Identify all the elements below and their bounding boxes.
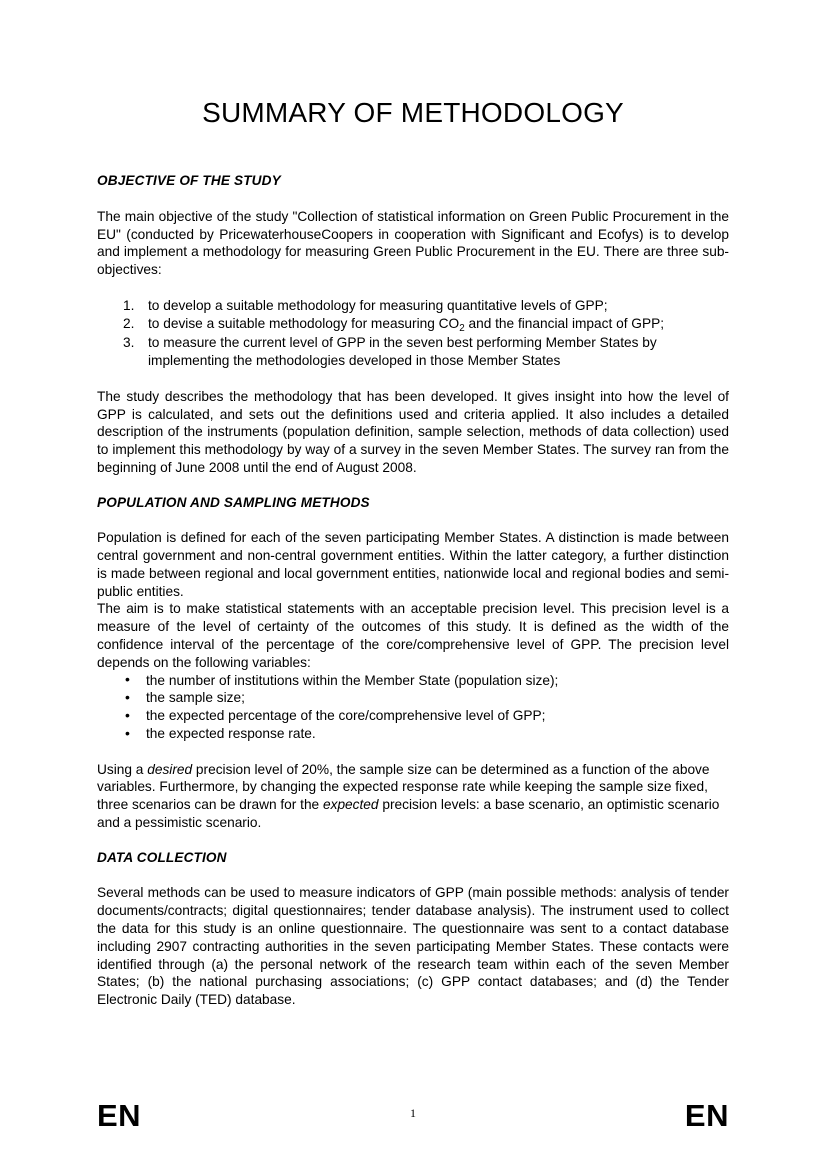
objective-intro-paragraph: The main objective of the study "Collection of statistical information on Green Public Procurement in the EU" (conducted by PricewaterhouseCoopers in cooperation with Significant and Ecofys) is to develop and implement a methodology for measuring Green Public Procurement in the EU. There are three sub-objectives: [97,208,729,278]
list-item [97,297,729,315]
spacer [97,867,729,885]
precision-text-part-2: precision level of 20%, the sample size can be determined as a function of the above variables. Furthermore, by changing the expected response rate while keeping the sample size fixed, three scenarios can be drawn for the [97,761,710,813]
section-heading-population: POPULATION AND SAMPLING METHODS [97,494,370,510]
spacer [97,370,729,388]
bullet-icon: • [125,724,130,741]
list-item [97,672,729,690]
section-heading-objective: OBJECTIVE OF THE STUDY [97,172,281,188]
precision-text-part-3: precision levels: a base scenario, an optimistic scenario and a pessimistic scenario. [97,797,720,831]
page-title: SUMMARY OF METHODOLOGY [202,97,624,128]
list-marker: 3. [123,335,135,351]
spacer [97,155,729,173]
language-marker-left: EN [97,1098,142,1133]
spacer [97,190,729,208]
precision-variables-list [97,672,729,743]
spacer [97,129,729,155]
population-paragraph-1: Population is defined for each of the seven participating Member States. A distinction is made between central government and non-central government entities. Within the latter category, a further distinction is made between regional and local government entities, nationwide local and regional bodies and semi-public entities. [97,530,729,599]
list-item-label-tail: and the financial impact of GPP; [464,315,665,331]
list-item-label: the sample size; [146,690,245,706]
spacer [97,832,729,850]
section-heading-data-collection: DATA COLLECTION [97,849,227,865]
list-item [97,707,729,725]
list-item-label: to measure the current level of GPP in the seven best performing Member States by implementing the methodologies developed in those Member States [148,335,657,369]
bullet-icon: • [125,671,130,688]
bullet-icon: • [125,706,130,723]
list-item [97,689,729,707]
objective-closing-paragraph: The study describes the methodology that has been developed. It gives insight into how the level of GPP is calculated, and sets out the definitions used and criteria applied. It also includes a detailed description of the instruments (population definition, sample selection, methods of data collection) used to implement this methodology by way of a survey in the seven Member States. The survey ran from the beginning of June 2008 until the end of August 2008. [97,388,729,475]
spacer [97,512,729,530]
data-collection-paragraph: Several methods can be used to measure indicators of GPP (main possible methods: analysis of tender documents/contracts; digital questionnaires; tender database analysis). The instrument used to collect the data for this study is an online questionnaire. The questionnaire was sent to a contact database including 2907 contracting authorities in the seven participating Member States. These contacts were identified through (a) the personal network of the research team within each of the seven Member States; (b) the national purchasing associations; (c) GPP contact databases; and (d) the Tender Electronic Daily (TED) database. [97,885,729,1008]
spacer [97,477,729,495]
list-item-label: to devise a suitable methodology for measuring CO [148,315,460,331]
spacer [97,279,729,297]
sub-objectives-list [97,297,729,370]
list-item-label: the number of institutions within the Member State (population size); [146,672,559,688]
precision-text-part-1: Using a [97,761,148,777]
precision-paragraph [97,761,729,832]
co2-subscript: 2 [459,322,465,334]
list-item-label: the expected percentage of the core/comprehensive level of GPP; [146,708,546,724]
list-item [97,334,729,370]
page-number: 1 [410,1106,416,1120]
precision-emphasis-desired: desired [147,761,193,777]
list-item [97,315,729,335]
list-item-label: the expected response rate. [146,726,316,742]
bullet-icon: • [125,688,130,705]
list-marker: 1. [123,297,135,313]
list-item [97,725,729,743]
list-marker: 2. [123,315,135,331]
spacer [97,743,729,761]
list-item-label: to develop a suitable methodology for measuring quantitative levels of GPP; [148,297,608,313]
language-marker-right: EN [684,1098,729,1133]
population-paragraph-2: The aim is to make statistical statements with an acceptable precision level. This precision level is a measure of the level of certainty of the outcomes of this study. It is defined as the width of the confidence interval of the percentage of the core/comprehensive level of GPP. The precision level depends on the following variables: [97,601,729,670]
page-footer [0,1059,826,1169]
document-body [97,0,729,1009]
precision-emphasis-expected: expected [322,797,379,813]
